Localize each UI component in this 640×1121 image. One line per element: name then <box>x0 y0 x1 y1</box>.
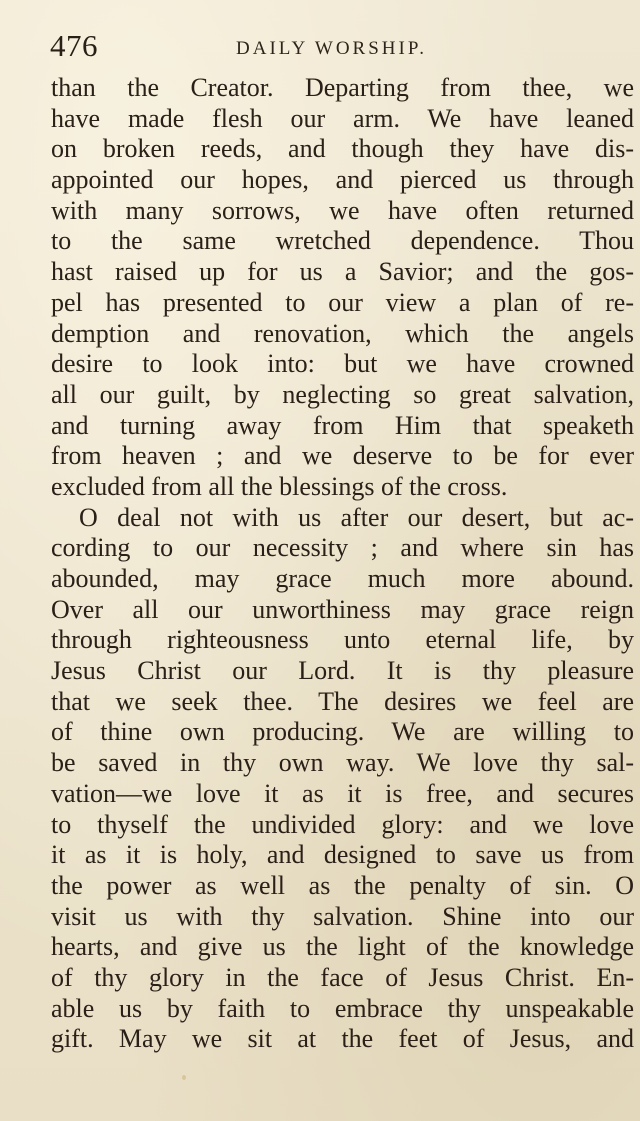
text-line: of thine own producing. We are willing to <box>51 717 634 747</box>
text-line: all our guilt, by neglecting so great salvation, <box>51 379 634 409</box>
paragraph-2 <box>51 503 634 1055</box>
text-line: and turning away from Him that speaketh <box>51 410 634 440</box>
text-line: Jesus Christ our Lord. It is thy pleasure <box>51 656 634 686</box>
text-line: Over all our unworthiness may grace reign <box>51 594 634 624</box>
paper-speck <box>182 1075 186 1080</box>
paragraph-1 <box>51 73 634 503</box>
running-title: DAILY WORSHIP. <box>236 38 428 59</box>
text-line: visit us with thy salvation. Shine into our <box>51 901 634 931</box>
text-line: the power as well as the penalty of sin. O <box>51 870 634 900</box>
text-line: gift. May we sit at the feet of Jesus, and <box>51 1024 634 1054</box>
text-line: be saved in thy own way. We love thy sal- <box>51 748 634 778</box>
running-head <box>50 28 634 64</box>
text-line: that we seek thee. The desires we feel are <box>51 686 634 716</box>
text-line: on broken reeds, and though they have dis- <box>51 134 634 164</box>
text-line: from heaven ; and we deserve to be for ever <box>51 441 634 471</box>
text-line: have made flesh our arm. We have leaned <box>51 103 634 133</box>
text-line: to thyself the undivided glory: and we love <box>51 809 634 839</box>
text-line: than the Creator. Departing from thee, we <box>51 73 634 102</box>
text-line: it as it is holy, and designed to save us from <box>51 840 634 870</box>
text-line: with many sorrows, we have often returned <box>51 195 634 225</box>
body-text <box>51 73 634 1055</box>
text-line: to the same wretched dependence. Thou <box>51 226 634 256</box>
text-line: desire to look into: but we have crowned <box>51 349 634 379</box>
text-line: abounded, may grace much more abound. <box>51 564 634 593</box>
text-line: through righteousness unto eternal life, by <box>51 625 634 655</box>
text-line: O deal not with us after our desert, but ac- <box>79 502 634 532</box>
text-line: of thy glory in the face of Jesus Christ. En- <box>51 962 634 992</box>
text-line: hearts, and give us the light of the knowledge <box>51 932 634 962</box>
text-line: able us by faith to embrace thy unspeakable <box>51 993 634 1023</box>
text-line: demption and renovation, which the angels <box>51 318 634 348</box>
text-line: vation—we love it as it is free, and secures <box>51 778 634 808</box>
page-number: 476 <box>50 28 98 63</box>
text-line: cording to our necessity ; and where sin has <box>51 533 634 563</box>
text-line: appointed our hopes, and pierced us through <box>51 165 634 195</box>
text-line: excluded from all the blessings of the cross. <box>51 471 508 501</box>
text-line: pel has presented to our view a plan of re- <box>51 287 634 317</box>
text-line: hast raised up for us a Savior; and the gos- <box>51 257 634 287</box>
